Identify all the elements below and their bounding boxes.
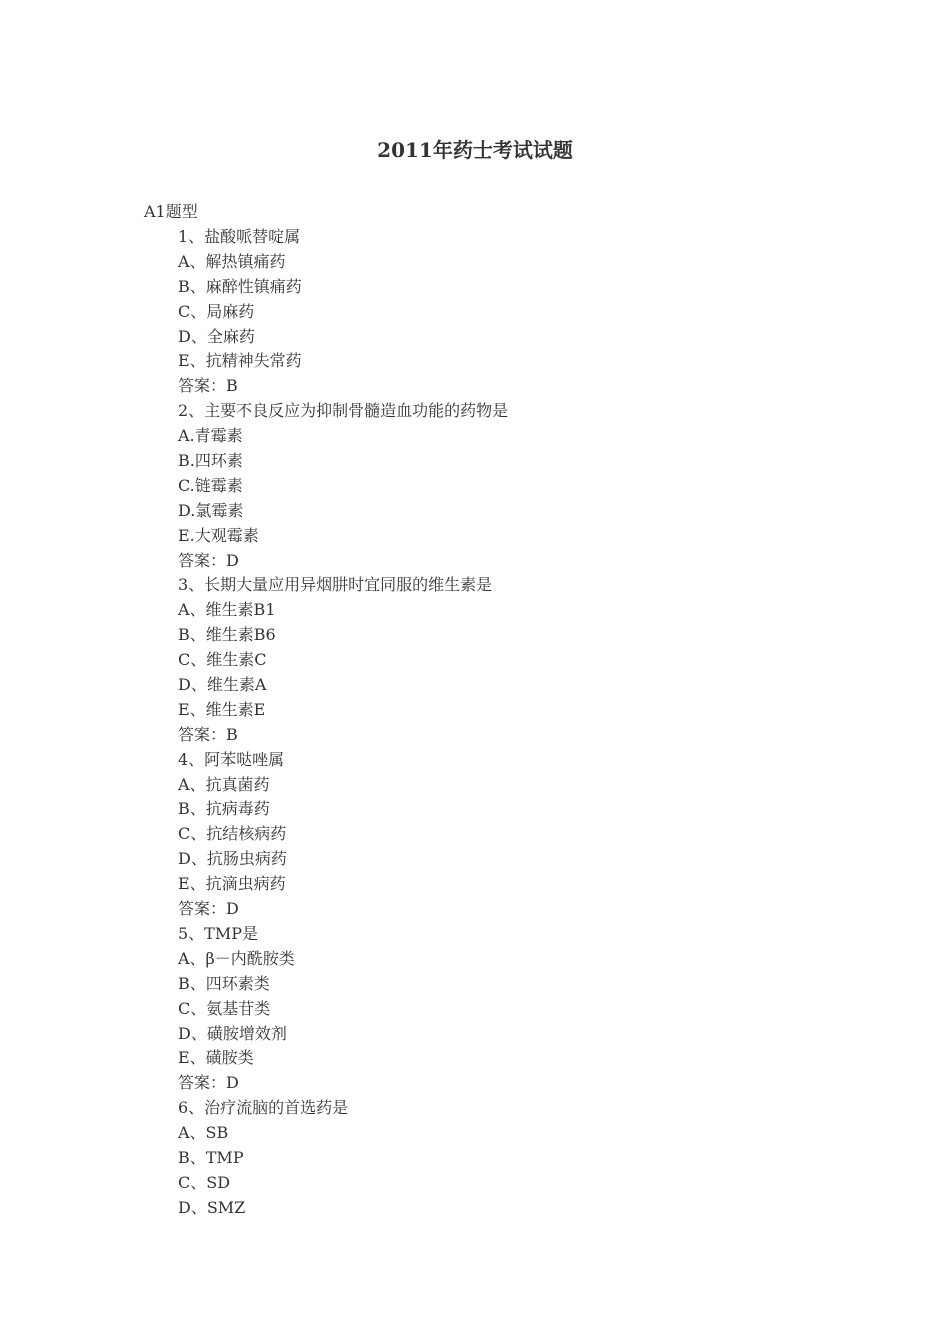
- option-line: E、维生素E: [178, 699, 266, 719]
- option-line: D、SMZ: [178, 1197, 246, 1217]
- option-line: B、四环素类: [178, 973, 270, 993]
- option-line: B、抗病毒药: [178, 799, 270, 819]
- question-line: 3、长期大量应用异烟肼时宜同服的维生素是: [178, 575, 493, 595]
- document-title: 2011年药士考试试题: [377, 138, 573, 162]
- question-list: [178, 225, 508, 1221]
- option-line: D、全麻药: [178, 326, 255, 346]
- option-line: A、SB: [178, 1123, 229, 1143]
- option-line: C、局麻药: [178, 301, 255, 321]
- option-line: D、维生素A: [178, 675, 267, 695]
- option-line: B、麻醉性镇痛药: [178, 276, 302, 296]
- question-line: 5、TMP是: [178, 923, 259, 943]
- option-line: A、解热镇痛药: [178, 251, 286, 271]
- option-line: C、氨基苷类: [178, 998, 271, 1018]
- option-line: D.氯霉素: [178, 500, 244, 520]
- option-line: D、磺胺增效剂: [178, 1023, 287, 1043]
- option-line: B、维生素B6: [178, 625, 276, 645]
- option-line: D、抗肠虫病药: [178, 849, 287, 869]
- section-label: A1题型: [144, 202, 198, 221]
- answer-line: 答案：B: [178, 724, 238, 744]
- option-line: A、维生素B1: [178, 600, 276, 620]
- option-line: A、抗真菌药: [178, 774, 270, 794]
- question-line: 6、治疗流脑的首选药是: [178, 1098, 349, 1118]
- question-line: 1、盐酸哌替啶属: [178, 227, 301, 246]
- answer-line: 答案：B: [178, 376, 238, 396]
- option-line: C.链霉素: [178, 475, 243, 495]
- option-line: A.青霉素: [178, 426, 243, 446]
- option-line: C、SD: [178, 1172, 231, 1192]
- question-line: 4、阿苯哒唑属: [178, 749, 285, 769]
- answer-line: 答案：D: [178, 899, 239, 919]
- option-line: E、抗精神失常药: [178, 351, 302, 371]
- option-line: B.四环素: [178, 451, 243, 471]
- option-line: E、抗滴虫病药: [178, 874, 286, 894]
- option-line: C、抗结核病药: [178, 824, 287, 844]
- option-line: E、磺胺类: [178, 1048, 254, 1068]
- option-line: E.大观霉素: [178, 525, 259, 545]
- option-line: B、TMP: [178, 1147, 244, 1167]
- option-line: C、维生素C: [178, 650, 267, 670]
- option-line: A、β－内酰胺类: [178, 948, 295, 968]
- question-line: 2、主要不良反应为抑制骨髓造血功能的药物是: [178, 401, 509, 421]
- answer-line: 答案：D: [178, 1073, 239, 1093]
- answer-line: 答案：D: [178, 550, 239, 570]
